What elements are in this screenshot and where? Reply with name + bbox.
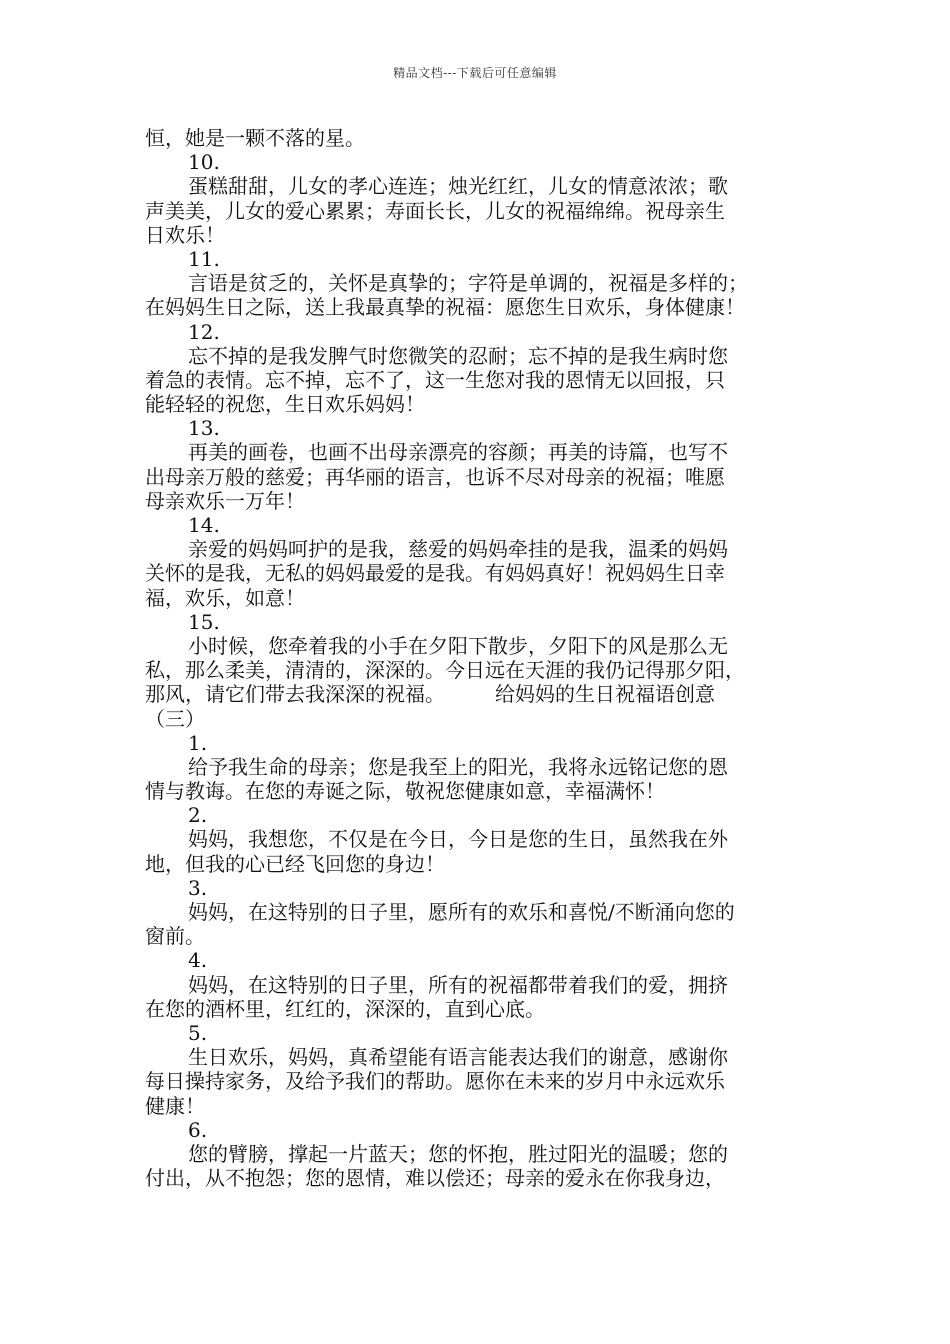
item-number: 13. xyxy=(188,416,220,441)
document-body xyxy=(145,126,825,1190)
page-header: 精品文档---下载后可任意编辑 xyxy=(393,66,557,80)
text-line: 在妈妈生日之际，送上我最真挚的祝福：愿您生日欢乐，身体健康！ xyxy=(145,295,745,320)
item-number: 14. xyxy=(188,513,220,537)
text-line: 蛋糕甜甜，儿女的孝心连连；烛光红红，儿女的情意浓浓；歌 xyxy=(188,174,728,199)
text-line: 忘不掉的是我发脾气时您微笑的忍耐；忘不掉的是我生病时您 xyxy=(188,343,728,368)
text-line: 付出，从不抱怨；您的恩情，难以偿还；母亲的爱永在你我身边， xyxy=(145,1166,725,1191)
text-line: 亲爱的妈妈呵护的是我，慈爱的妈妈牵挂的是我，温柔的妈妈 xyxy=(188,537,728,562)
text-line: 言语是贫乏的，关怀是真挚的；字符是单调的，祝福是多样的； xyxy=(188,271,748,296)
text-line: 妈妈，在这特别的日子里，愿所有的欢乐和喜悦/不断涌向您的 xyxy=(188,900,735,924)
item-number: 4. xyxy=(188,948,208,973)
text-line: 健康！ xyxy=(145,1093,205,1118)
text-line: 日欢乐！ xyxy=(145,222,225,247)
text-line: 出母亲万般的慈爱；再华丽的语言，也诉不尽对母亲的祝福；唯愿 xyxy=(145,464,725,489)
item-number: 15. xyxy=(188,609,220,634)
text-line: 给予我生命的母亲；您是我至上的阳光，我将永远铭记您的恩 xyxy=(188,754,728,779)
text-line: 着急的表情。忘不掉，忘不了，这一生您对我的恩情无以回报，只 xyxy=(145,367,725,392)
text-line: 窗前。 xyxy=(145,924,205,949)
text-line: 妈妈，我想您，不仅是在今日，今日是您的生日，虽然我在外 xyxy=(188,827,728,852)
text-line: 关怀的是我，无私的妈妈最爱的是我。有妈妈真好！祝妈妈生日幸 xyxy=(145,561,725,586)
text-line: 母亲欢乐一万年！ xyxy=(145,488,305,513)
text-line: （三） xyxy=(145,706,205,731)
item-number: 10. xyxy=(188,150,220,175)
text-line: 妈妈，在这特别的日子里，所有的祝福都带着我们的爱，拥挤 xyxy=(188,972,728,997)
text-line: 那风，请它们带去我深深的祝福。 给妈妈的生日祝福语创意 xyxy=(145,682,715,707)
text-line: 恒，她是一颗不落的星。 xyxy=(145,126,365,150)
text-line: 情与教诲。在您的寿诞之际，敬祝您健康如意，幸福满怀！ xyxy=(145,779,665,804)
text-line: 福，欢乐，如意！ xyxy=(145,585,305,610)
text-line: 在您的酒杯里，红红的，深深的，直到心底。 xyxy=(145,996,545,1021)
text-line: 再美的画卷，也画不出母亲漂亮的容颜；再美的诗篇，也写不 xyxy=(188,440,728,465)
text-line: 小时候，您牵着我的小手在夕阳下散步，夕阳下的风是那么无 xyxy=(188,633,728,658)
item-number: 11. xyxy=(188,246,220,271)
item-number: 3. xyxy=(188,875,208,900)
item-number: 6. xyxy=(188,1117,208,1142)
item-number: 1. xyxy=(188,730,208,755)
text-line: 地，但我的心已经飞回您的身边！ xyxy=(145,851,445,876)
text-line: 您的臂膀，撑起一片蓝天；您的怀抱，胜过阳光的温暖；您的 xyxy=(188,1141,728,1166)
text-line: 生日欢乐，妈妈，真希望能有语言能表达我们的谢意，感谢你 xyxy=(188,1045,728,1070)
text-line: 能轻轻的祝您，生日欢乐妈妈！ xyxy=(145,392,425,417)
item-number: 12. xyxy=(188,319,220,344)
item-number: 2. xyxy=(188,803,208,828)
text-line: 私，那么柔美，清清的，深深的。今日远在天涯的我仍记得那夕阳， xyxy=(145,658,745,683)
text-line: 声美美，儿女的爱心累累；寿面长长，儿女的祝福绵绵。祝母亲生 xyxy=(145,198,725,223)
item-number: 5. xyxy=(188,1020,208,1045)
text-line: 每日操持家务，及给予我们的帮助。愿你在未来的岁月中永远欢乐 xyxy=(145,1069,725,1094)
